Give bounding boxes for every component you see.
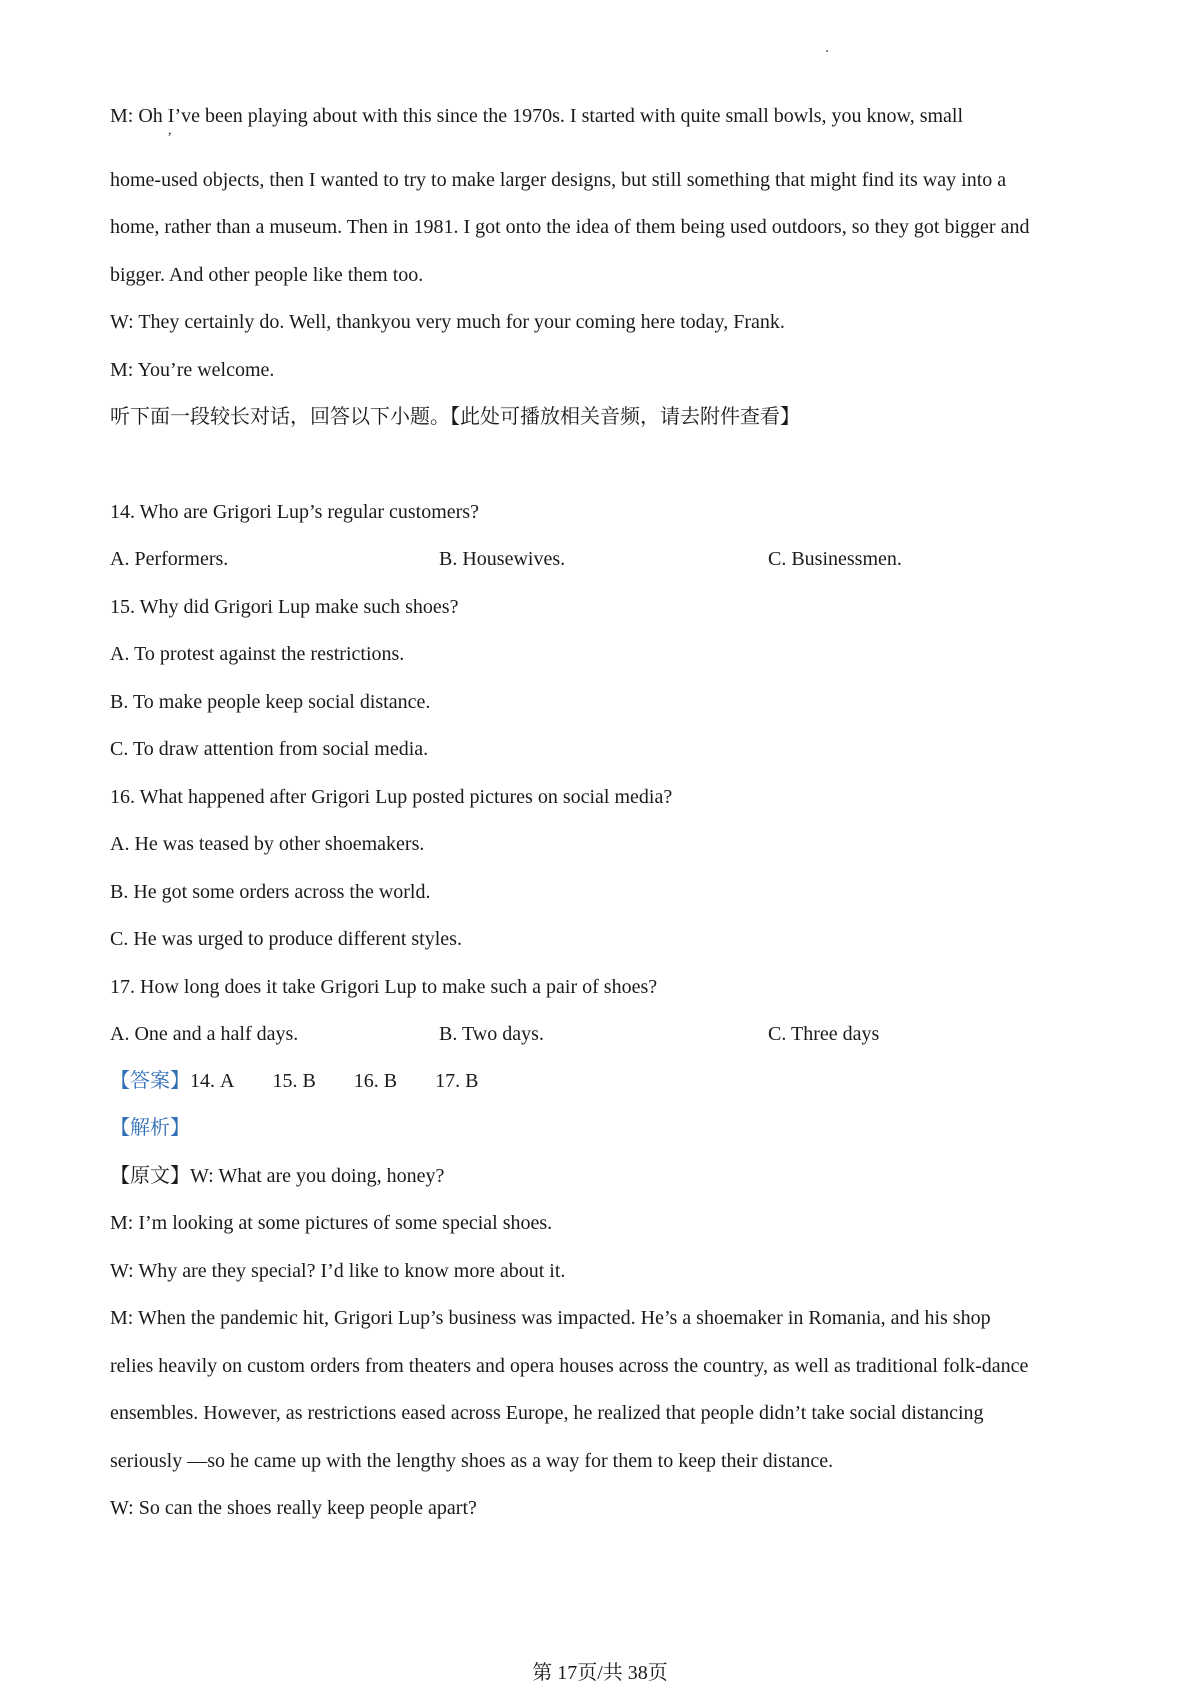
- q15-option-c: C. To draw attention from social media.: [110, 738, 429, 760]
- answer-15: 15. B: [272, 1070, 316, 1092]
- stray-comma: ,: [168, 123, 172, 138]
- transcript-line: home, rather than a museum. Then in 1981. I got onto the idea of them being used outdoors, so they got bigger and: [110, 216, 1030, 238]
- original-line: W: So can the shoes really keep people apart?: [110, 1497, 477, 1519]
- q16-option-b: B. He got some orders across the world.: [110, 881, 431, 903]
- original-line: ensembles. However, as restrictions eased across Europe, he realized that people didn’t take social distancing: [110, 1402, 984, 1424]
- transcript-line: M: You’re welcome.: [110, 359, 275, 381]
- stray-dot: [826, 50, 828, 52]
- q15-option-a: A. To protest against the restrictions.: [110, 643, 405, 665]
- original-text: W: What are you doing, honey?: [190, 1165, 445, 1187]
- original-line: W: Why are they special? I’d like to know more about it.: [110, 1260, 566, 1282]
- answer-14: 14. A: [190, 1070, 235, 1092]
- question-15: 15. Why did Grigori Lup make such shoes?: [110, 596, 459, 618]
- original-line: [110, 1163, 444, 1189]
- original-label: 【原文】: [110, 1165, 190, 1187]
- q15-option-b: B. To make people keep social distance.: [110, 691, 431, 713]
- transcript-line: M: Oh I’ve been playing about with this since the 1970s. I started with quite small bowls, you know, small: [110, 105, 964, 127]
- original-line: seriously —so he came up with the lengthy shoes as a way for them to keep their distance.: [110, 1450, 834, 1472]
- answer-17: 17. B: [435, 1070, 479, 1092]
- question-14: 14. Who are Grigori Lup’s regular customers?: [110, 501, 479, 523]
- analysis-label: 【解析】: [110, 1117, 190, 1139]
- question-16: 16. What happened after Grigori Lup posted pictures on social media?: [110, 786, 673, 808]
- q14-option-b: B. Housewives.: [439, 548, 566, 570]
- original-line: relies heavily on custom orders from theaters and opera houses across the country, as well as traditional folk-dance: [110, 1355, 1029, 1377]
- q17-option-b: B. Two days.: [439, 1023, 544, 1045]
- question-17: 17. How long does it take Grigori Lup to make such a pair of shoes?: [110, 976, 658, 998]
- q14-option-a: A. Performers.: [110, 548, 229, 570]
- listening-instruction: 听下面一段较长对话，回答以下小题。【此处可播放相关音频，请去附件查看】: [110, 406, 800, 428]
- transcript-line: home-used objects, then I wanted to try to make larger designs, but still something that might find its way into a: [110, 169, 1007, 191]
- transcript-line: W: They certainly do. Well, thankyou very much for your coming here today, Frank.: [110, 311, 785, 333]
- original-line: M: I’m looking at some pictures of some special shoes.: [110, 1212, 553, 1234]
- original-line: M: When the pandemic hit, Grigori Lup’s business was impacted. He’s a shoemaker in Romania, and his shop: [110, 1307, 991, 1329]
- page-footer: 第 17页/共 38页: [532, 1662, 668, 1684]
- answer-16: 16. B: [353, 1070, 398, 1092]
- answer-line: [110, 1068, 478, 1094]
- answer-label: 【答案】: [110, 1070, 190, 1092]
- transcript-line: bigger. And other people like them too.: [110, 264, 424, 286]
- q17-option-a: A. One and a half days.: [110, 1023, 299, 1045]
- q16-option-a: A. He was teased by other shoemakers.: [110, 833, 425, 855]
- q14-option-c: C. Businessmen.: [768, 548, 902, 570]
- q17-option-c: C. Three days: [768, 1023, 880, 1045]
- q16-option-c: C. He was urged to produce different styles.: [110, 928, 462, 950]
